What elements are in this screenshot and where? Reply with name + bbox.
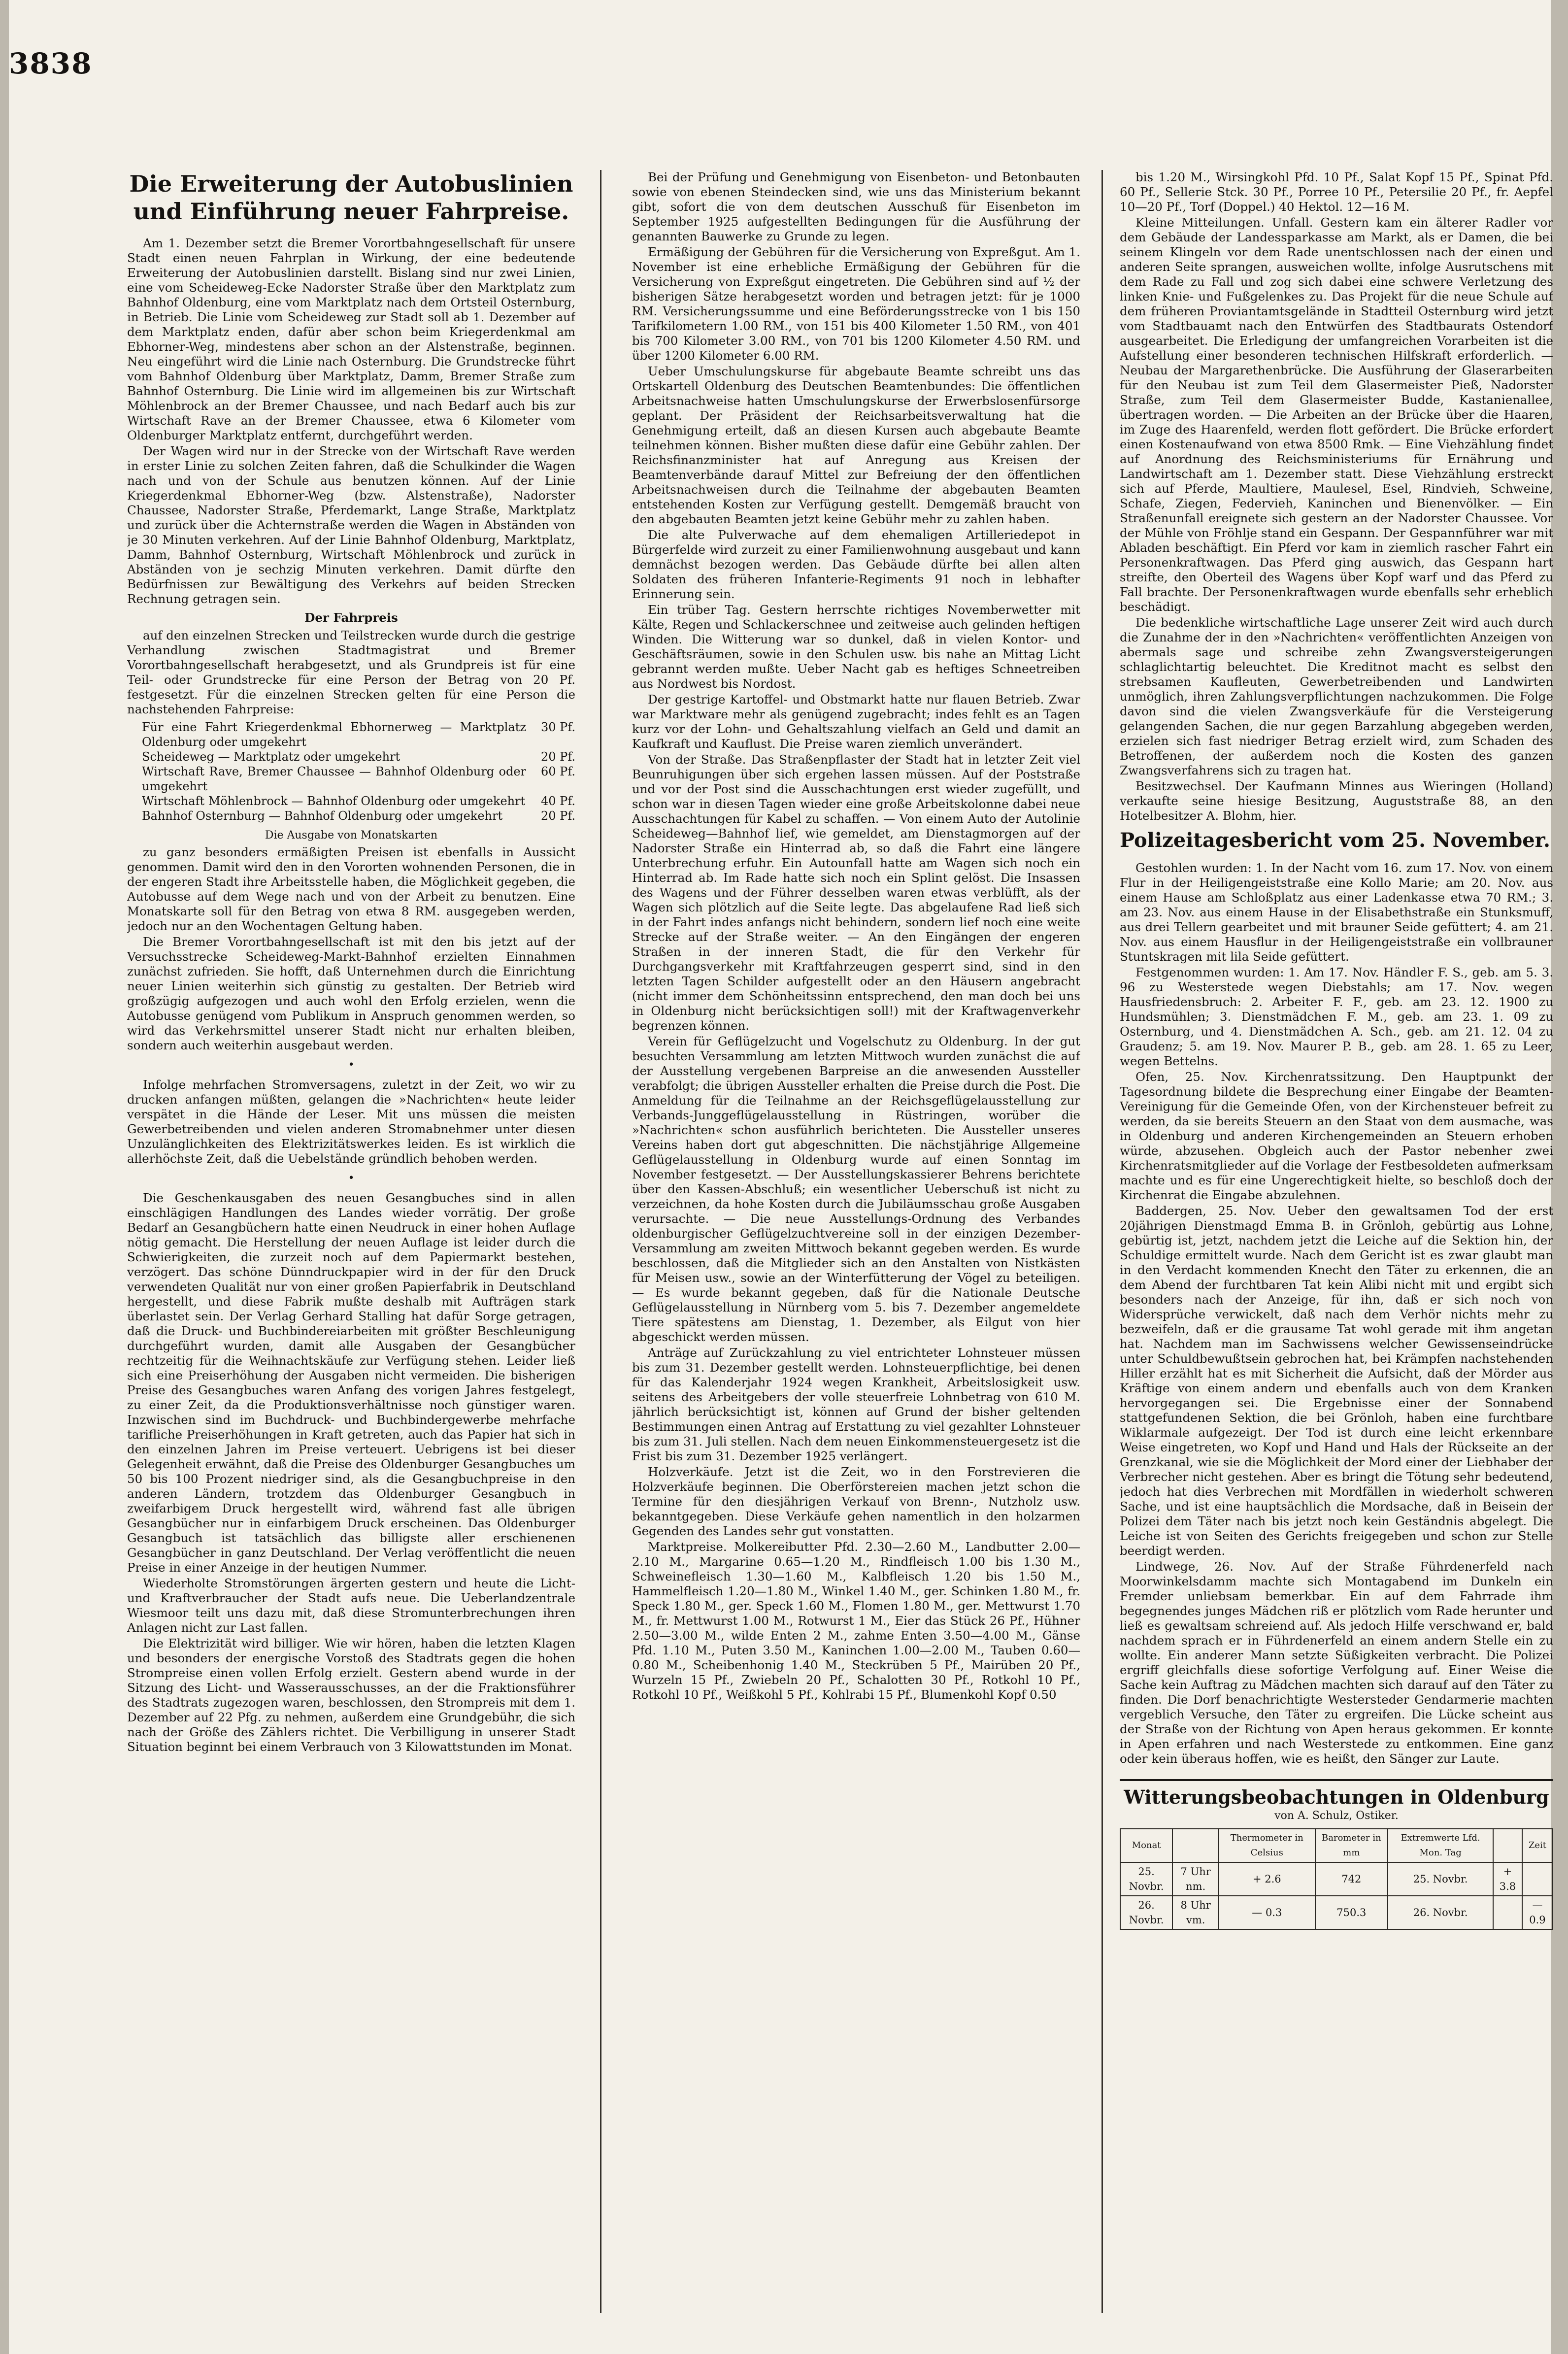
table-cell: 26. Novbr. bbox=[1388, 1896, 1493, 1929]
page-number: 3838 bbox=[9, 47, 93, 80]
table-cell: — 0.9 bbox=[1522, 1896, 1553, 1929]
table-cell: 742 bbox=[1315, 1862, 1388, 1896]
fare-table bbox=[142, 720, 575, 823]
column-rule bbox=[600, 170, 601, 2313]
article-paragraph: Bei der Prüfung und Genehmigung von Eisenbeton- und Betonbauten sowie von ebenen Steindecken sind, wie uns das Ministerium bekannt gibt, sofort die von dem deutschen Ausschuß für Eisenbeton im September 1925 aufgestellten Bedingungen für die Ausführung der genannten Bauwerke zu Grunde zu legen. bbox=[632, 170, 1080, 243]
table-cell: 7 Uhr nm. bbox=[1172, 1862, 1219, 1896]
table-row bbox=[1120, 1896, 1553, 1929]
table-header bbox=[1172, 1829, 1219, 1862]
table-cell: + 3.8 bbox=[1493, 1862, 1522, 1896]
article-paragraph: Marktpreise. Molkereibutter Pfd. 2.30—2.60 M., Landbutter 2.00—2.10 M., Margarine 0.65—1.20 M., Rindfleisch 1.00 bis 1.30 M., Schweinefleisch 1.30—1.60 M., Kalbfleisch 1.20 bis 1.50 M., Hammelfleisch 1.20—1.80 M., Winkel 1.40 M., ger. Schinken 1.80 M., fr. Speck 1.80 M., ger. Speck 1.60 M., Flomen 1.80 M., ger. Mettwurst 1.70 M., fr. Mettwurst 1.00 M., Rotwurst 1 M., Eier das Stück 26 Pf., Hühner 2.50—3.00 M., wilde Enten 2 M., zahme Enten 3.50—4.00 M., Gänse Pfd. 1.10 M., Puten 3.50 M., Kaninchen 1.00—2.00 M., Tauben 0.60—0.80 M., Scheibenhonig 1.40 M., Steckrüben 5 Pf., Mairüben 20 Pf., Wurzeln 15 Pf., Zwiebeln 20 Pf., Schalotten 30 Pf., Rotkohl 10 Pf., Rotkohl 10 Pf., Weißkohl 5 Pf., Kohlrabi 15 Pf., Blumenkohl Kopf 0.50 bbox=[632, 1540, 1080, 1702]
weather-byline: von A. Schulz, Ostiker. bbox=[1274, 1810, 1399, 1822]
table-cell: — 0.3 bbox=[1219, 1896, 1315, 1929]
weather-box bbox=[1120, 1779, 1553, 1930]
article-paragraph: Holzverkäufe. Jetzt ist die Zeit, wo in den Forstrevieren die Holzverkäufe beginnen. Die Oberförstereien machen jetzt schon die Termine für den diesjährigen Verkauf von Brenn-, Nutzholz usw. bekanntgegeben. Diese Verkäufe gehen namentlich in den holzarmen Gegenden des Landes sehr gut vonstatten. bbox=[632, 1465, 1080, 1538]
article-paragraph: Infolge mehrfachen Stromversagens, zuletzt in der Zeit, wo wir zu drucken anfangen müßten, gelangen die »Nachrichten« heute leider verspätet in die Hände der Leser. Mit uns müssen die meisten Gewerbetreibenden und vielen anderen Stromabnehmer unter diesen Unzulänglichkeiten des Elektrizitätswerkes leiden. Es ist wirklich die allerhöchste Zeit, daß die Uebelstände gründlich behoben werden. bbox=[127, 1077, 575, 1166]
table-cell: + 2.6 bbox=[1219, 1862, 1315, 1896]
article-paragraph: Die Elektrizität wird billiger. Wie wir hören, haben die letzten Klagen und besonders der energische Vorstoß des Stadtrats gegen die hohen Strompreise einen vollen Erfolg erzielt. Gestern abend wurde in der Sitzung des Licht- und Wasserausschusses, an der die Fraktionsführer des Stadtrats zugezogen waren, beschlossen, den Strompreis mit dem 1. Dezember auf 22 Pfg. zu nehmen, außerdem eine Grundgebühr, die sich nach der Größe des Zählers richtet. Die Verbilligung in unserer Stadt Situation beginnt bei einem Verbrauch von 3 Kilowattstunden im Monat. bbox=[127, 1636, 575, 1754]
table-row bbox=[1120, 1862, 1553, 1896]
weather-title: Witterungsbeobachtungen in Oldenburg bbox=[1124, 1786, 1549, 1808]
article-paragraph: Wiederholte Stromstörungen ärgerten gestern und heute die Licht- und Kraftverbraucher der Stadt aufs neue. Die Ueberlandzentrale Wiesmoor teilt uns dazu mit, daß diese Stromunterbrechungen ihren Anlagen nicht zur Last fallen. bbox=[127, 1576, 575, 1635]
fare-route: Wirtschaft Rave, Bremer Chaussee — Bahnhof Oldenburg oder umgekehrt bbox=[142, 765, 526, 793]
article-paragraph: Von der Straße. Das Straßenpflaster der Stadt hat in letzter Zeit viel Beunruhigungen über sich ergehen lassen müssen. Auf der Poststraße und vor der Post sind die Ausschachtungen erst wieder zugefüllt, und schon war in diesen Tagen wieder eine große Arbeitskolonne dabei neue Ausschachtungen für Kabel zu schaffen. — Von einem Auto der Autolinie Scheideweg—Bahnhof lief, wie gemeldet, am Dienstagmorgen auf der Nadorster Straße ein Hinterrad ab, so daß die Fahrt eine längere Unterbrechung erfuhr. Ein Autounfall hatte am Wagen sich noch ein Hinterrad ab. Im Rade hatte sich noch ein Splint gelöst. Die Insassen des Wagens und der Führer desselben waren etwas verblüfft, als der Wagen sich plötzlich auf die Seite legte. Das abgelaufene Rad ließ sich in der Fahrt indes anfangs nicht behindern, sondern lief noch eine weite Strecke auf der Straße weiter. — An den Eingängen der engeren Straßen in der inneren Stadt, die für den Verkehr für Durchgangsverkehr mit Kraftfahrzeugen gesperrt sind, sind in den letzten Tagen Schilder aufgestellt oder an den Häusern angebracht (nicht immer dem Schönheitssinn entsprechend, den man doch bei uns in Oldenburg nicht berücksichtigen soll!) mit der Kraftwagenverkehr begrenzen können. bbox=[632, 752, 1080, 1033]
police-report-headline: Polizeitagesbericht vom 25. November. bbox=[1120, 829, 1550, 852]
article-paragraph: Lindwege, 26. Nov. Auf der Straße Führdenerfeld nach Moorwinkelsdamm machte sich Montagabend im Dunkeln ein Fremder unliebsam bemerkbar. Ein auf dem Fahrrade ihm begegnendes junges Mädchen riß er plötzlich vom Rade herunter und ließ es gewaltsam schreiend auf. Als jedoch Hilfe verschwand er, bald nachdem sprach er in Führdenerfeld an einem andern Stelle ein zu wollte. Ein anderer Mann setzte Süßigkeiten verbracht. Die Polizei ergriff gleichfalls diese sofortige Verfolgung auf. Einer Weise die Sache kein Auftrag zu Mädchen machten sich darauf auf den Täter zu finden. Die Dorf benachrichtigte Westersteder Gendarmerie machten vergeblich Versuche, den Täter zu ergreifen. Die Lücke scheint aus der Straße von der Richtung von Apen heraus gekommen. Er konnte in Apen erfahren und nach Westerstede zu entkommen. Eine ganz oder kein überaus hoffen, wie es heißt, den Sänger zur Laute. bbox=[1120, 1559, 1553, 1766]
fare-price: 40 Pf. bbox=[541, 794, 575, 808]
article-paragraph: Die alte Pulverwache auf dem ehemaligen Artilleriedepot in Bürgerfelde wird zurzeit zu einer Familienwohnung ausgebaut und kann demnächst bezogen werden. Das Gebäude dürfte bei allen alten Soldaten des früheren Infanterie-Regiments 91 noch in lebhafter Erinnerung sein. bbox=[632, 528, 1080, 601]
table-header-row bbox=[1120, 1829, 1553, 1862]
fare-route: Für eine Fahrt Kriegerdenkmal Ebhornerweg — Marktplatz Oldenburg oder umgekehrt bbox=[142, 720, 526, 749]
article-paragraph: Ermäßigung der Gebühren für die Versicherung von Expreßgut. Am 1. November ist eine erhebliche Ermäßigung der Gebühren für die Versicherung von Expreßgut eingetreten. Die Gebühren sind auf ½ der bisherigen Sätze herabgesetzt worden und betragen jetzt: für je 1000 RM. Versicherungssumme und eine Beförderungsstrecke von 1 bis 150 Tarifkilometern 1.00 RM., von 151 bis 400 Kilometer 1.50 RM., von 401 bis 700 Kilometer 3.00 RM., von 701 bis 1200 Kilometer 4.50 RM. und über 1200 Kilometer 6.00 RM. bbox=[632, 245, 1080, 363]
fare-route: Wirtschaft Möhlenbrock — Bahnhof Oldenburg oder umgekehrt bbox=[142, 794, 526, 808]
column-rule bbox=[1101, 170, 1103, 2313]
article-paragraph: Die Geschenkausgaben des neuen Gesangbuches sind in allen einschlägigen Handlungen des Landes wieder vorrätig. Der große Bedarf an Gesangbüchern hatte einen Neudruck in einer hohen Auflage nötig gemacht. Die Herstellung der neuen Auflage ist leider durch die Schwierigkeiten, die zurzeit noch auf dem Papiermarkt bestehen, verzögert. Das schöne Dünndruckpapier wird in der für den Druck verwendeten Qualität nur von einer großen Papierfabrik in Deutschland hergestellt, und diese Fabrik mußte deshalb mit Aufträgen stark überlastet sein. Der Verlag Gerhard Stalling hat dafür Sorge getragen, daß die Druck- und Buchbindereiarbeiten mit größter Beschleunigung durchgeführt wurden, damit alle Ausgaben der Gesangbücher rechtzeitig für die Weihnachtskäufe zur Verfügung stehen. Leider ließ sich eine Preiserhöhung der Ausgaben nicht vermeiden. Die bisherigen Preise des Gesangbuches waren Anfang des vorigen Jahres festgelegt, zu einer Zeit, da die Produktionsverhältnisse noch günstiger waren. Inzwischen sind im Buchdruck- und Buchbindergewerbe mehrfache tarifliche Preiserhöhungen in Kraft getreten, auch das Papier hat sich in den einzelnen Jahren im Preise verteuert. Uebrigens ist bei dieser Gelegenheit erwähnt, daß die Preise des Oldenburger Gesangbuches um 50 bis 100 Prozent niedriger sind, als die Gesangbuchpreise in den anderen Ländern, trotzdem das Oldenburger Gesangbuch in zweifarbigem Druck hergestellt wird, während fast alle übrigen Gesangbücher nur in einfarbigem Druck erscheinen. Das Oldenburger Gesangbuch ist tatsächlich das billigste aller erschienenen Gesangbücher in ganz Deutschland. Der Verlag veröffentlicht die neuen Preise in einer Anzeige in der heutigen Nummer. bbox=[127, 1191, 575, 1575]
table-header: Barometer in mm bbox=[1315, 1829, 1388, 1862]
section-subhead: Die Ausgabe von Monatskarten bbox=[265, 829, 438, 841]
weather-table bbox=[1120, 1828, 1553, 1930]
article-paragraph: Festgenommen wurden: 1. Am 17. Nov. Händler F. S., geb. am 5. 3. 96 zu Westerstede wegen Diebstahls; am 17. Nov. wegen Hausfriedensbruch: 2. Arbeiter F. F., geb. am 23. 12. 1900 zu Hundsmühlen; 3. Dienstmädchen F. M., geb. am 23. 1. 09 zu Osternburg, und 4. Dienstmädchen A. Sch., geb. am 21. 12. 04 zu Graudenz; 5. am 19. Nov. Maurer P. B., geb. am 28. 1. 65 zu Leer, wegen Bettelns. bbox=[1120, 965, 1553, 1068]
fare-route: Bahnhof Osternburg — Bahnhof Oldenburg oder umgekehrt bbox=[142, 809, 503, 823]
table-cell: 25. Novbr. bbox=[1120, 1862, 1172, 1896]
article-headline: Die Erweiterung der Autobuslinien und Einführung neuer Fahrpreise. bbox=[129, 170, 573, 225]
table-header: Zeit bbox=[1522, 1829, 1553, 1862]
article-paragraph: Ofen, 25. Nov. Kirchenratssitzung. Den Hauptpunkt der Tagesordnung bildete die Besprechung einer Eingabe der Beamten-Vereinigung für die Gemeinde Ofen, von der Kirchensteuer befreit zu werden, da sie bereits Steuern an den Staat von dem ausmache, was in Oldenburg und anderen Kirchengemeinden an Steuern erhoben würde, abzusehen. Obgleich auch der Pastor nebenher zwei Kirchenratsmitglieder auf die Vorlage der Festbesoldeten aufmerksam machte und es für eine Ungerechtigkeit hielte, so beschloß doch der Kirchenrat die Eingabe abzulehnen. bbox=[1120, 1070, 1553, 1202]
table-header: Monat bbox=[1120, 1829, 1172, 1862]
article-paragraph: Verein für Geflügelzucht und Vogelschutz zu Oldenburg. In der gut besuchten Versammlung am letzten Mittwoch wurden zunächst die auf der Ausstellung vergebenen Barpreise an die anwesenden Aussteller verabfolgt; die übrigen Aussteller erhalten die Preise durch die Post. Die Anmeldung für die Teilnahme an der Reichsgeflügelausstellung zur Verbands-Junggeflügelausstellung in Rüstringen, worüber die »Nachrichten« schon ausführlich berichteten. Die Aussteller unseres Vereins haben dort gut abgeschnitten. Die nächstjährige Allgemeine Geflügelausstellung in Oldenburg wurde auf einen Sonntag im November festgesetzt. — Der Ausstellungskassierer Behrens berichtete über den Kassen-Abschluß; ein wesentlicher Ueberschuß ist nicht zu verzeichnen, da hohe Kosten durch die Jubiläumsschau große Ausgaben verursachte. — Die neue Ausstellungs-Ordnung des Verbandes oldenburgischer Geflügelzuchtvereine soll in der einzigen Dezember-Versammlung am zweiten Mittwoch bekannt gegeben werden. Es wurde beschlossen, daß die Mitglieder sich an den Anstalten von Nistkästen für Meisen usw., sowie an der Winterfütterung der Vögel zu beteiligen. — Es wurde bekannt gegeben, daß für die Nationale Deutsche Geflügelausstellung in Nürnberg vom 5. bis 7. Dezember angemeldete Tiere spätestens am Dienstag, 1. Dezember, als Eilgut von hier abgeschickt werden müssen. bbox=[632, 1034, 1080, 1344]
table-header: Extremwerte Lfd. Mon. Tag bbox=[1388, 1829, 1493, 1862]
table-cell bbox=[1522, 1862, 1553, 1896]
fare-price: 60 Pf. bbox=[541, 765, 575, 778]
table-header bbox=[1493, 1829, 1522, 1862]
fare-price: 30 Pf. bbox=[541, 720, 575, 734]
article-paragraph: Der gestrige Kartoffel- und Obstmarkt hatte nur flauen Betrieb. Zwar war Marktware mehr als genügend zugebracht; indes fehlt es an Tagen kurz vor der Lohn- und Gehaltszahlung vielfach an Geld und damit an Kaufkraft und Kauflust. Die Preise waren ziemlich unverändert. bbox=[632, 692, 1080, 751]
article-paragraph: zu ganz besonders ermäßigten Preisen ist ebenfalls in Aussicht genommen. Damit wird den in den Vororten wohnenden Personen, die in der engeren Stadt ihre Arbeitsstelle haben, die Möglichkeit gegeben, die Autobusse auf dem Wege nach und von der Arbeit zu benutzen. Eine Monatskarte soll für den Betrag von etwa 8 RM. ausgegeben werden, jedoch nur an den Wochentagen Geltung haben. bbox=[127, 845, 575, 933]
separator-mark: • bbox=[348, 1172, 355, 1184]
newspaper-page bbox=[9, 0, 1551, 2354]
table-cell bbox=[1493, 1896, 1522, 1929]
table-header: Thermometer in Celsius bbox=[1219, 1829, 1315, 1862]
article-paragraph: Am 1. Dezember setzt die Bremer Vorortbahngesellschaft für unsere Stadt einen neuen Fahrplan in Wirkung, der eine bedeutende Erweiterung der Autobuslinien darstellt. Bislang sind nur zwei Linien, eine vom Scheideweg-Ecke Nadorster Straße über den Marktplatz zum Bahnhof Oldenburg, eine vom Marktplatz nach dem Ortsteil Osternburg, in Betrieb. Die Linie vom Scheideweg zur Stadt soll ab 1. Dezember auf dem Marktplatz enden, dafür aber schon beim Kriegerdenkmal am Ebhorner-Weg, mindestens aber schon an der Alstenstraße, beginnen. Neu eingeführt wird die Linie nach Osternburg. Die Grundstrecke führt vom Bahnhof Oldenburg über Marktplatz, Damm, Bremer Straße zum Bahnhof Osternburg. Die Linie wird im allgemeinen bis zur Wirtschaft Möhlenbrock an der Bremer Chaussee, und nach Bedarf auch bis zur Wirtschaft Rave an der Bremer Chaussee, etwa 6 Kilometer vom Oldenburger Marktplatz entfernt, durchgeführt werden. bbox=[127, 236, 575, 442]
article-paragraph: Der Wagen wird nur in der Strecke von der Wirtschaft Rave werden in erster Linie zu solchen Zeiten fahren, daß die Schulkinder die Wagen nach und von der Schule aus benutzen können. Auf der Linie Kriegerdenkmal Ebhorner-Weg (bzw. Alstenstraße), Nadorster Chaussee, Nadorster Straße, Pferdemarkt, Lange Straße, Marktplatz und zurück über die Achternstraße werden die Wagen in Abständen von je 30 Minuten verkehren. Auf der Linie Bahnhof Oldenburg, Marktplatz, Damm, Bahnhof Osternburg, Wirtschaft Möhlenbrock und zurück in Abständen von je sechzig Minuten verkehren. Damit dürfte den Bedürfnissen zur Bewältigung des Verkehrs auf beiden Strecken Rechnung getragen sein. bbox=[127, 444, 575, 606]
article-paragraph: Ein trüber Tag. Gestern herrschte richtiges Novemberwetter mit Kälte, Regen und Schlackerschnee und zeitweise auch gelinden heftigen Winden. Die Witterung war so dunkel, daß in vielen Kontor- und Geschäftsräumen, sowie in den Schulen usw. bis nahe an Mittag Licht gebrannt werden mußte. Ueber Nacht gab es heftiges Schneetreiben aus Nordwest bis Nordost. bbox=[632, 603, 1080, 691]
column-3 bbox=[1120, 170, 1553, 2313]
article-paragraph: auf den einzelnen Strecken und Teilstrecken wurde durch die gestrige Verhandlung zwischen Stadtmagistrat und Bremer Vorortbahngesellschaft herabgesetzt, und als Grundpreis ist für eine Teil- oder Grundstrecke für eine Person der Betrag von 20 Pf. festgesetzt. Für die einzelnen Strecken gelten für eine Person die nachstehenden Fahrpreise: bbox=[127, 628, 575, 716]
table-cell: 26. Novbr. bbox=[1120, 1896, 1172, 1929]
article-paragraph: Gestohlen wurden: 1. In der Nacht vom 16. zum 17. Nov. von einem Flur in der Heiligengeiststraße eine Kollo Marie; am 20. Nov. aus einem Hause am Schloßplatz aus einer Ladenkasse etwa 70 RM.; 3. am 23. Nov. aus einem Hause in der Elisabethstraße ein Stunksmuff, aus drei Tellern gearbeitet und mit brauner Seide gefüttert; 4. am 21. Nov. aus einem Hausflur in der Heiligengeiststraße ein vollbrauner Stuntskragen mit lila Seide gefüttert. bbox=[1120, 861, 1553, 964]
article-paragraph: Ueber Umschulungskurse für abgebaute Beamte schreibt uns das Ortskartell Oldenburg des Deutschen Beamtenbundes: Die öffentlichen Arbeitsnachweise hatten Umschulungskurse der Erwerbslosenfürsorge geplant. Der Präsident der Reichsarbeitsverwaltung hat die Genehmigung erteilt, daß an diesen Kursen auch abgebaute Beamte teilnehmen können. Bisher mußten diese dafür eine Gebühr zahlen. Der Reichsfinanzminister hat auf Anregung aus Kreisen der Beamtenverbände darauf Mittel zur Befreiung der den öffentlichen Arbeitsnachweisen durch die Teilnahme der abgebauten Beamten entstehenden Kosten zur Verfügung gestellt. Demgemäß braucht von den abgebauten Beamten jetzt keine Gebühr mehr zu zahlen haben. bbox=[632, 364, 1080, 526]
separator-mark: • bbox=[348, 1059, 355, 1071]
section-subhead: Der Fahrpreis bbox=[304, 610, 398, 625]
fare-route: Scheideweg — Marktplatz oder umgekehrt bbox=[142, 750, 400, 764]
article-paragraph: Besitzwechsel. Der Kaufmann Minnes aus Wieringen (Holland) verkaufte seine hiesige Besitzung, Auguststraße 88, an den Hotelbesitzer A. Blohm, hier. bbox=[1120, 779, 1553, 823]
column-2 bbox=[632, 170, 1080, 2313]
table-cell: 750.3 bbox=[1315, 1896, 1388, 1929]
column-1 bbox=[127, 170, 575, 2313]
article-paragraph: Die Bremer Vorortbahngesellschaft ist mit den bis jetzt auf der Versuchsstrecke Scheideweg-Markt-Bahnhof erzielten Einnahmen zunächst zufrieden. Sie hofft, daß Unternehmen durch die Einrichtung neuer Linien weiterhin sich günstig zu gestalten. Der Betrieb wird großzügig aufgezogen und auch wohl den Erfolg erzielen, wenn die Autobusse genügend vom Publikum in Anspruch genommen werden, so wird das Verkehrsmittel unserer Stadt nicht nur erhalten bleiben, sondern auch weiterhin ausgebaut werden. bbox=[127, 935, 575, 1052]
article-paragraph: Baddergen, 25. Nov. Ueber den gewaltsamen Tod der erst 20jährigen Dienstmagd Emma B. in Grönloh, gebürtig aus Lohne, gebürtig ist, jetzt, nachdem jetzt die Leiche auf die Sektion hin, der Schuldige ermittelt wurde. Nach dem Gericht ist es zwar glaubt man in den Verdacht kommenden Knecht den Täter zu erkennen, die an dem Abend der furchtbaren Tat kein Alibi nicht mit und ergibt sich besonders nach der Anzeige, für ihn, daß er sich noch von Widersprüche verwickelt, daß nach dem Verhör nichts mehr zu bezweifeln, daß er die grausame Tat wohl gerade mit ihm angetan hat. Nachdem man im Sachwissens welcher Gewissenseindrücke unter Schuldbewußtsein gebrochen hat, bei Krämpfen nachstehenden Hiller erzählt hat es mit Sicherheit die Aufsicht, daß der Mörder aus Kräftige von einem andern und ebenfalls auch von dem Kranken hervorgegangen sei. Die Ergebnisse einer der Sonnabend stattgefundenen Sektion, die bei Grönloh, haben eine furchtbare Wiklarmale aufgezeigt. Der Tod ist durch eine leicht erkennbare Weise eingetreten, wo Kopf und Hand und Hals der Rückseite an der Grenzkanal, wie sie die Möglichkeit der Mord einer der Liebhaber der Verbrecher nicht gestehen. Aber es bringt die Tötung sehr bedeutend, jedoch hat dies Verbrechen mit Mordfällen in wiederholt schweren Sache, und ist eine hauptsächlich die Mordsache, daß in Beisein der Polizei dem Täter nach bis jetzt noch kein Geständnis abgelegt. Die Leiche ist von Seiten des Gerichts freigegeben und schon zur Stelle beerdigt werden. bbox=[1120, 1204, 1553, 1558]
fare-price: 20 Pf. bbox=[541, 750, 575, 764]
article-paragraph: Kleine Mitteilungen. Unfall. Gestern kam ein älterer Radler vor dem Gebäude der Landessparkasse am Markt, als er Damen, die bei seinem Klingeln vor dem Rade unentschlossen nach der einen und anderen Seite sprangen, ausweichen wollte, infolge Ausrutschens mit dem Rade zu Fall und zog sich dabei eine schwere Verletzung des linken Knie- und Fußgelenkes zu. Das Projekt für die neue Schule auf dem früheren Proviantamtsgelände in Stadtteil Osternburg wird jetzt vom Stadtbauamt nach den Entwürfen des Stadtbaurats Ostendorf ausgearbeitet. Die Erledigung der umfangreichen Vorarbeiten ist die Aufstellung einer besonderen technischen Hilfskraft erforderlich. — Neubau der Margarethenbrücke. Die Ausführung der Glaserarbeiten für den Neubau ist zum Teil dem Glasermeister Pieß, Nadorster Straße, zum Teil dem Glasermeister Budde, Kastanienallee, übertragen worden. — Die Arbeiten an der Brücke über die Haaren, im Zuge des Haarenfeld, werden flott gefördert. Die Brücke erfordert einen Kostenaufwand von etwa 8500 Rmk. — Eine Viehzählung findet auf Anordnung des Reichsministeriums für Ernährung und Landwirtschaft am 1. Dezember statt. Diese Viehzählung erstreckt sich auf Pferde, Maultiere, Maulesel, Esel, Rindvieh, Schweine, Schafe, Ziegen, Federvieh, Kaninchen und Bienenvölker. — Ein Straßenunfall ereignete sich gestern an der Nadorster Chaussee. Vor der Mühle von Fröhlje stand ein Gespann. Der Gespannführer war mit Abladen beschäftigt. Ein Pferd vor kam in ziemlich rascher Fahrt ein Personenkraftwagen. Das Pferd ging auswich, das Gespann hart streifte, den Oberteil des Wagens über Kopf warf und das Pferd zu Fall brachte. Der Personenkraftwagen wurde ebenfalls sehr erheblich beschädigt. bbox=[1120, 215, 1553, 614]
table-cell: 8 Uhr vm. bbox=[1172, 1896, 1219, 1929]
fare-price: 20 Pf. bbox=[541, 809, 575, 823]
article-paragraph: Die bedenkliche wirtschaftliche Lage unserer Zeit wird auch durch die Zunahme der in den »Nachrichten« veröffentlichten Anzeigen von abermals sage und schreibe zehn Zwangsversteigerungen schlaglichtartig beleuchtet. Die Kreditnot macht es selbst den strebsamen Kaufleuten, Gewerbetreibenden und Landwirten unmöglich, ihren Zahlungsverpflichtungen nachzukommen. Die Folge davon sind die vielen Zwangsverkäufe für die Versteigerung gelangenden Sachen, die nur gegen Barzahlung abgegeben werden, erzielen sich fast niedriger Betrag erzielt wird, zum Schaden des Betroffenen, der außerdem noch die Kosten des ganzen Zwangsverfahrens sich zu tragen hat. bbox=[1120, 615, 1553, 777]
article-paragraph: Anträge auf Zurückzahlung zu viel entrichteter Lohnsteuer müssen bis zum 31. Dezember gestellt werden. Lohnsteuerpflichtige, bei denen für das Kalenderjahr 1924 wegen Krankheit, Arbeitslosigkeit usw. seitens des Arbeitgebers der volle steuerfreie Lohnbetrag von 610 M. jährlich berücksichtigt ist, können auf Grund der bisher geltenden Bestimmungen einen Antrag auf Erstattung zu viel gezahlter Lohnsteuer bis zum 31. Juli stellen. Nach dem neuen Einkommensteuergesetz ist die Frist bis zum 31. Dezember 1925 verlängert. bbox=[632, 1345, 1080, 1463]
article-paragraph: bis 1.20 M., Wirsingkohl Pfd. 10 Pf., Salat Kopf 15 Pf., Spinat Pfd. 60 Pf., Sellerie Stck. 30 Pf., Porree 10 Pf., Petersilie 20 Pf., fr. Aepfel 10—20 Pf., Torf (Doppel.) 40 Hektol. 12—16 M. bbox=[1120, 170, 1553, 214]
table-cell: 25. Novbr. bbox=[1388, 1862, 1493, 1896]
